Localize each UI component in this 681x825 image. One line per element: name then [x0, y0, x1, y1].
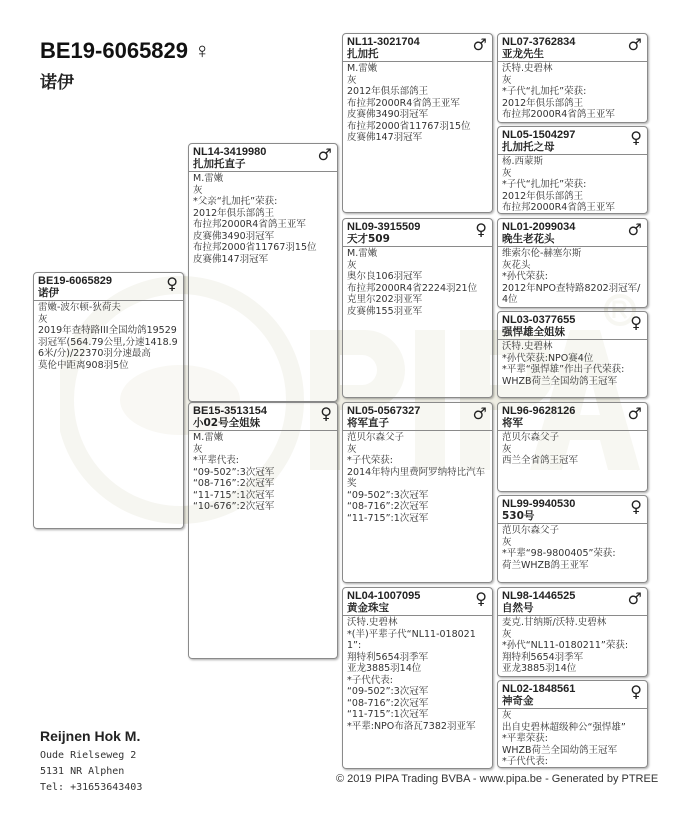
- detail-line: 2012年俱乐部鸽王: [502, 97, 584, 109]
- ring-number: NL14-3419980: [193, 146, 267, 158]
- ring-number: NL05-1504297: [502, 129, 576, 141]
- card-details: [343, 616, 492, 733]
- detail-line: 2012年俱乐部鸽王: [347, 86, 429, 97]
- owner-address-city: 5131 NR Alphen: [40, 766, 125, 777]
- detail-line: 布拉邦2000R4省鸽王亚军: [502, 202, 615, 213]
- pedigree-card-sire[interactable]: [188, 143, 338, 402]
- card-header: [498, 219, 647, 247]
- detail-line: 布拉邦2000省11767羽15位: [347, 120, 471, 132]
- pigeon-name: 扎加托之母: [502, 141, 555, 153]
- card-header: [498, 496, 647, 524]
- detail-line: “10-676”:2次冠军: [193, 501, 275, 512]
- detail-line: 灰: [38, 313, 48, 325]
- pigeon-name: 黄金珠宝: [347, 602, 389, 614]
- card-header: [343, 219, 492, 247]
- pigeon-name: 神奇金: [502, 695, 534, 707]
- female-icon: ♀: [475, 220, 487, 239]
- detail-line: *平辈:NPO布洛瓦7382羽亚军: [347, 720, 476, 732]
- detail-line: 灰: [502, 443, 512, 455]
- card-details: [498, 340, 647, 388]
- card-header: [343, 588, 492, 616]
- ring-number: NL01-2099034: [502, 221, 576, 233]
- male-icon: ♂: [627, 404, 642, 423]
- owner-address-street: Oude Rielseweg 2: [40, 750, 137, 761]
- card-header: [189, 403, 337, 431]
- detail-line: 皮赛佛155羽亚军: [347, 305, 423, 317]
- title-ring-number: BE19-6065829: [40, 38, 189, 63]
- detail-line: 奥尔良106羽冠军: [347, 271, 423, 282]
- detail-line: *孙代“NL11-0180211”荣获:: [502, 640, 629, 651]
- detail-line: M.雷嫩: [193, 432, 224, 443]
- owner-phone: Tel: +31653643403: [40, 782, 143, 793]
- pedigree-card-sdd[interactable]: [497, 311, 648, 398]
- detail-line: 2019年查特路III全国幼鸽19529羽冠军(564.79公里,分速1418.96米/分)/22370羽分速最高: [38, 325, 178, 359]
- detail-line: 布拉邦2000省11767羽15位: [193, 242, 317, 253]
- ring-number: NL02-1848561: [502, 683, 576, 695]
- ring-number: BE15-3513154: [193, 405, 268, 417]
- card-header: [498, 312, 647, 340]
- card-details: [189, 172, 337, 266]
- detail-line: “11-715”:1次冠军: [347, 512, 429, 524]
- detail-line: 翔特利5654羽季军: [347, 651, 429, 663]
- detail-line: 范贝尔森父子: [502, 432, 560, 443]
- pigeon-name: 530号: [502, 510, 535, 522]
- pedigree-card-ssd[interactable]: [497, 126, 648, 214]
- detail-line: M.雷嫩: [347, 248, 378, 259]
- detail-line: 皮赛佛3490羽冠军: [193, 230, 275, 242]
- ring-number: NL98-1446525: [502, 590, 576, 602]
- female-icon: ♀: [166, 274, 178, 293]
- detail-line: 皮赛佛147羽冠军: [347, 132, 423, 143]
- detail-line: 灰: [502, 167, 512, 179]
- female-icon: ♀: [630, 682, 642, 701]
- detail-line: *子代“扎加托”荣获:: [502, 86, 587, 97]
- detail-line: *父亲“扎加托”荣获:: [193, 196, 278, 207]
- detail-line: *子代荣获:: [347, 455, 393, 466]
- detail-line: 沃特.史碧林: [502, 341, 553, 352]
- card-details: [189, 431, 337, 514]
- detail-line: 2012年NPO查特路8202羽冠军/4位: [502, 282, 641, 305]
- female-icon: ♀: [630, 497, 642, 516]
- ring-number: NL99-9940530: [502, 498, 576, 510]
- detail-line: 亚龙3885羽14位: [347, 663, 422, 674]
- male-icon: ♂: [627, 220, 642, 239]
- pedigree-card-sd[interactable]: [342, 218, 493, 398]
- ring-number: NL04-1007095: [347, 590, 421, 602]
- card-details: [498, 616, 647, 676]
- pigeon-name: 小02号全姐妹: [193, 417, 261, 429]
- page-title: [40, 38, 211, 64]
- ring-number: NL05-0567327: [347, 405, 421, 417]
- pedigree-card-ss[interactable]: [342, 33, 493, 213]
- card-details: [343, 247, 492, 318]
- detail-line: 西兰全省鸽王冠军: [502, 455, 579, 466]
- card-details: [498, 709, 647, 768]
- pigeon-name: 扎加托: [347, 48, 379, 60]
- pigeon-name: 诺伊: [38, 287, 59, 299]
- detail-line: 2012年俱乐部鸽王: [502, 190, 584, 202]
- detail-line: 杨.西蒙斯: [502, 156, 544, 167]
- detail-line: “08-716”:2次冠军: [347, 501, 429, 512]
- card-header: [498, 127, 647, 155]
- detail-line: 灰: [347, 443, 357, 455]
- pedigree-card-dds[interactable]: [497, 587, 648, 677]
- pigeon-name-title: 诺伊: [40, 73, 74, 93]
- detail-line: *孙代荣获:: [502, 271, 548, 282]
- pedigree-card-dsd[interactable]: [497, 495, 648, 583]
- male-icon: ♂: [472, 35, 487, 54]
- detail-line: 灰: [502, 536, 512, 548]
- detail-line: *平辈代表:: [193, 455, 239, 466]
- detail-line: 布拉邦2000R4省2224羽21位: [347, 282, 478, 294]
- footer-copyright: © 2019 PIPA Trading BVBA - www.pipa.be - Generated by PTREE: [336, 773, 659, 785]
- card-header: [498, 403, 647, 431]
- detail-line: *孙代荣获:NPO赛4位: [502, 352, 594, 364]
- card-details: [498, 431, 647, 468]
- pigeon-name: 将军: [502, 417, 523, 429]
- detail-line: WHZB荷兰全国幼鸽王冠军: [502, 744, 618, 756]
- detail-line: 皮赛佛3490羽冠军: [347, 109, 429, 120]
- pedigree-card-sss[interactable]: [497, 33, 648, 123]
- detail-line: 皮赛佛147羽冠军: [193, 253, 269, 265]
- pedigree-card-dd[interactable]: [342, 587, 493, 769]
- detail-line: 布拉邦2000R4省鸽王亚军: [502, 109, 615, 120]
- pigeon-name: 晚生老花头: [502, 233, 555, 245]
- detail-line: “09-502”:3次冠军: [347, 686, 429, 697]
- detail-line: 维索尔伦-赫塞尔斯: [502, 248, 582, 259]
- detail-line: “11-715”:1次冠军: [347, 709, 429, 720]
- male-icon: ♂: [317, 145, 332, 164]
- detail-line: 灰: [502, 710, 512, 721]
- pigeon-name: 自然号: [502, 602, 534, 614]
- female-icon: ♀: [630, 128, 642, 147]
- pedigree-card-ds[interactable]: [342, 402, 493, 583]
- detail-line: M.雷嫩: [347, 63, 378, 74]
- detail-line: *子代“扎加托”荣获:: [502, 179, 587, 190]
- detail-line: *平辈“强悍雄”作出子代荣获:: [502, 364, 625, 375]
- detail-line: “11-715”:1次冠军: [193, 489, 275, 501]
- card-details: [34, 301, 183, 372]
- card-header: [34, 273, 183, 301]
- detail-line: 灰: [193, 443, 203, 455]
- detail-line: 布拉邦2000R4省鸽王亚军: [193, 219, 306, 230]
- card-details: [498, 155, 647, 214]
- pedigree-card-dss[interactable]: [497, 402, 648, 492]
- card-header: [498, 34, 647, 62]
- detail-line: 范贝尔森父子: [502, 525, 560, 536]
- detail-line: “08-716”:2次冠军: [347, 697, 429, 709]
- pigeon-name: 亚龙先生: [502, 48, 544, 60]
- detail-line: WHZB荷兰全国幼鸽王冠军: [502, 375, 618, 387]
- pedigree-card-ddd[interactable]: [497, 680, 648, 768]
- ring-number: BE19-6065829: [38, 275, 113, 287]
- owner-name: Reijnen Hok M.: [40, 728, 141, 744]
- detail-line: 雷嫩-波尔顿-狄荷夫: [38, 302, 121, 313]
- detail-line: 灰: [502, 74, 512, 86]
- detail-line: 克里尔202羽亚军: [347, 294, 423, 305]
- ring-number: NL03-0377655: [502, 314, 576, 326]
- card-header: [189, 144, 337, 172]
- owner-block: [40, 728, 142, 796]
- detail-line: 翔特利5654羽季军: [502, 651, 584, 663]
- detail-line: 2012年俱乐部鸽王: [193, 207, 275, 219]
- male-icon: ♂: [627, 589, 642, 608]
- card-header: [498, 588, 647, 616]
- detail-line: 莫伦中距离908羽5位: [38, 359, 129, 371]
- card-details: [343, 431, 492, 525]
- detail-line: 亚龙3885羽14位: [502, 663, 577, 674]
- ring-number: NL11-3021704: [347, 36, 420, 48]
- pigeon-name: 强悍雄全姐妹: [502, 326, 565, 338]
- detail-line: “09-502”:3次冠军: [347, 489, 429, 501]
- pedigree-card-dam[interactable]: [188, 402, 338, 659]
- card-details: [498, 62, 647, 122]
- ring-number: NL96-9628126: [502, 405, 576, 417]
- detail-line: 布拉邦2000R4省鸽王亚军: [347, 97, 460, 109]
- detail-line: *(半)平辈子代“NL11-0180211”:: [347, 628, 476, 651]
- detail-line: M.雷嫩: [193, 173, 224, 184]
- female-icon: ♀: [194, 38, 211, 63]
- detail-line: “09-502”:3次冠军: [193, 466, 275, 478]
- pigeon-name: 天才509: [347, 233, 390, 245]
- detail-line: 灰: [502, 628, 512, 640]
- ring-number: NL09-3915509: [347, 221, 421, 233]
- detail-line: 范贝尔森父子: [347, 432, 405, 443]
- ring-number: NL07-3762834: [502, 36, 576, 48]
- pigeon-name: 将军直子: [347, 417, 389, 429]
- card-details: [498, 524, 647, 572]
- card-header: [343, 403, 492, 431]
- card-header: [498, 681, 647, 709]
- detail-line: *子代代表:: [502, 756, 548, 767]
- detail-line: *平辈荣获:: [502, 733, 548, 744]
- detail-line: 灰: [193, 184, 203, 196]
- detail-line: “08-716”:2次冠军: [193, 478, 275, 489]
- detail-line: 荷兰WHZB鸽王亚军: [502, 559, 589, 571]
- detail-line: 沃特.史碧林: [502, 63, 553, 74]
- card-details: [343, 62, 492, 145]
- detail-line: 出自史碧林超级种公“强悍雄”: [502, 721, 626, 733]
- detail-line: *平辈“98-9800405”荣获:: [502, 548, 616, 559]
- female-icon: ♀: [630, 313, 642, 332]
- pedigree-card-sds[interactable]: [497, 218, 648, 308]
- female-icon: ♀: [475, 589, 487, 608]
- card-header: [343, 34, 492, 62]
- detail-line: 沃特.史碧林: [347, 617, 398, 628]
- detail-line: 灰花头: [502, 259, 531, 271]
- detail-line: 灰: [347, 259, 357, 271]
- male-icon: ♂: [472, 404, 487, 423]
- card-details: [498, 247, 647, 307]
- female-icon: ♀: [320, 404, 332, 423]
- detail-line: 麦克.甘纳斯/沃特.史碧林: [502, 617, 607, 628]
- detail-line: *子代代表:: [347, 674, 393, 686]
- pedigree-card-subject[interactable]: [33, 272, 184, 529]
- pigeon-name: 扎加托直子: [193, 158, 246, 170]
- male-icon: ♂: [627, 35, 642, 54]
- detail-line: 2014年特内里费阿罗纳特比汽车奖: [347, 466, 486, 489]
- detail-line: 灰: [347, 74, 357, 86]
